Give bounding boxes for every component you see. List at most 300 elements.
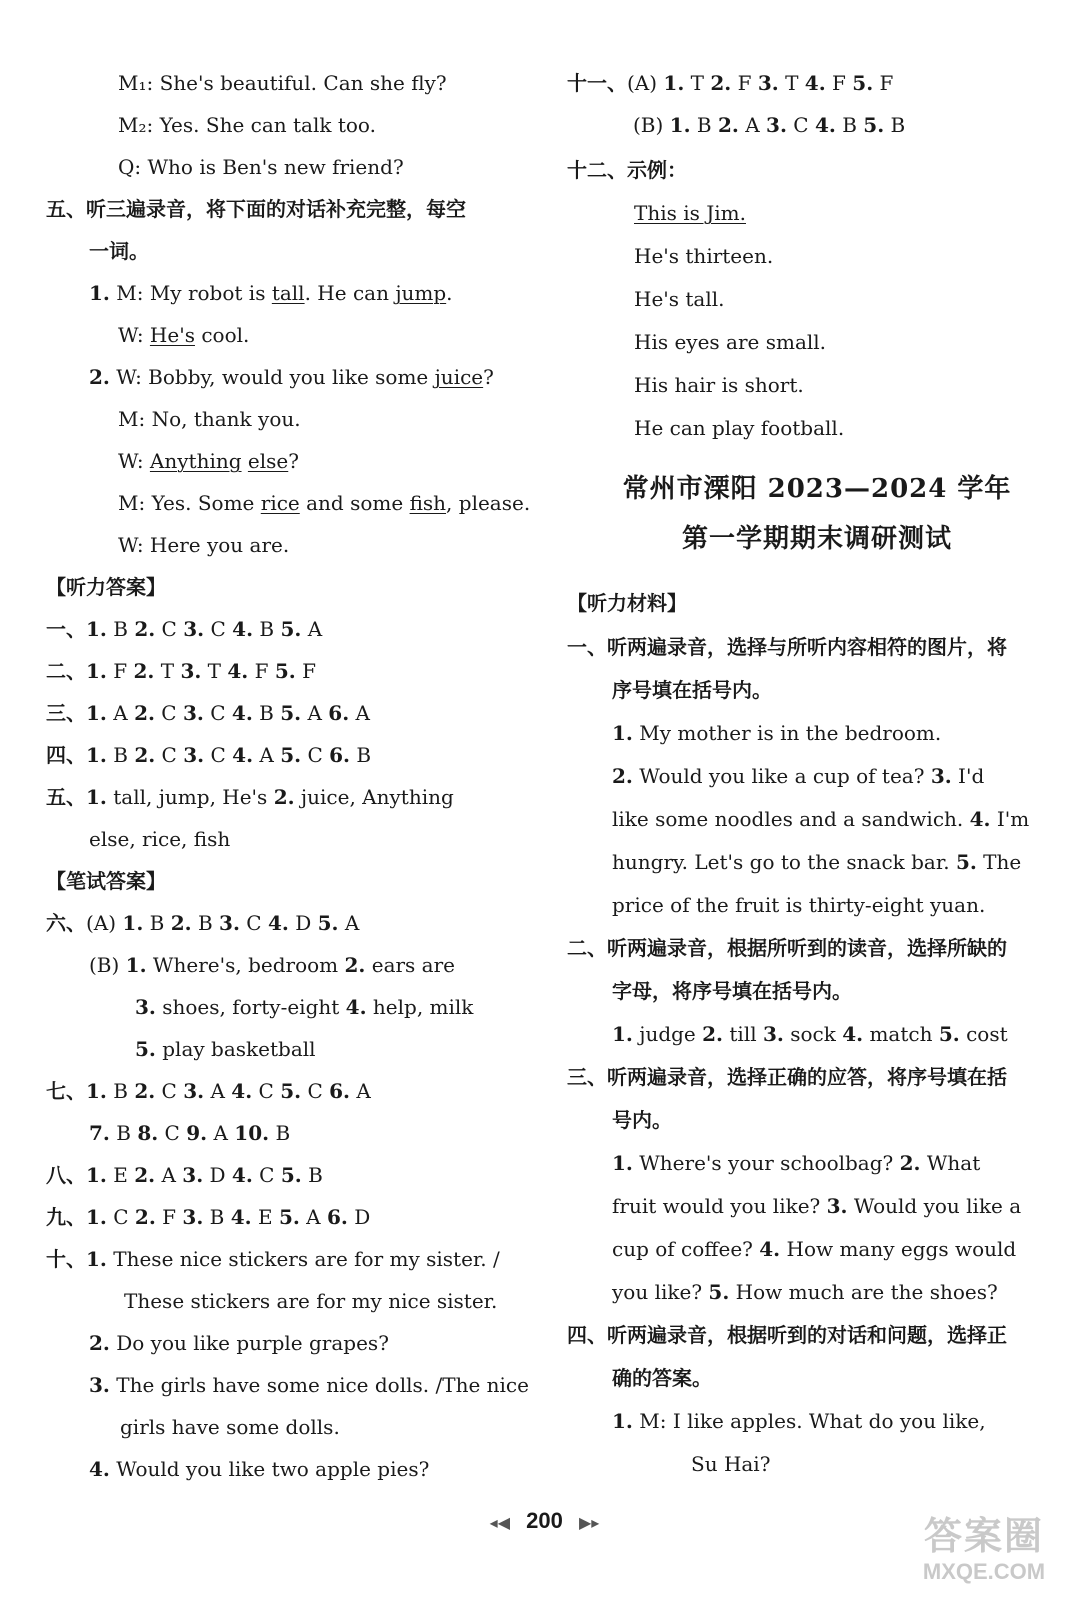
text-segment: help, milk [366, 995, 474, 1019]
text-segment: C [252, 1079, 281, 1103]
text-segment: 3. [826, 1194, 848, 1218]
text-segment: M: My robot is [109, 281, 272, 305]
next-arrow-icon: ▶▸ [578, 1515, 600, 1532]
text-segment: 5. [280, 617, 302, 641]
right-text-line [567, 156, 687, 184]
text-segment: 5. [280, 701, 302, 725]
left-text-line [118, 405, 301, 433]
left-text-line [118, 447, 299, 475]
text-segment: B [835, 113, 864, 137]
text-segment: 5. [274, 659, 296, 683]
text-segment: play basketball [155, 1037, 316, 1061]
text-segment: Do you like purple grapes? [109, 1331, 389, 1355]
text-segment: F [106, 659, 134, 683]
text-segment: A [301, 701, 329, 725]
text-segment: 十二、示例： [567, 158, 687, 182]
text-segment: I'd [951, 764, 985, 788]
text-segment: 5. [280, 1079, 302, 1103]
right-text-line [612, 1364, 712, 1392]
text-segment: judge [632, 1022, 703, 1046]
right-text-line [691, 1450, 770, 1478]
text-segment: 2. [133, 659, 155, 683]
text-segment: W: [118, 449, 150, 473]
text-segment: 序号填在括号内。 [612, 678, 772, 702]
text-segment: Where's your schoolbag? [632, 1151, 900, 1175]
text-segment: 2. [134, 1205, 156, 1229]
text-segment: 五、听三遍录音，将下面的对话补充完整，每空 [46, 197, 466, 221]
text-segment: My mother is in the bedroom. [632, 721, 942, 745]
text-segment: 2. [717, 113, 739, 137]
text-segment: F [873, 71, 894, 95]
text-segment: A [106, 701, 135, 725]
text-segment: W: [118, 323, 150, 347]
text-segment: ears are [365, 953, 455, 977]
text-segment: 4. [842, 1022, 864, 1046]
text-segment: 2. [702, 1022, 724, 1046]
left-text-line [118, 321, 249, 349]
text-segment: girls have some dolls. [120, 1415, 340, 1439]
text-segment: D [203, 1163, 232, 1187]
text-segment: cool. [194, 323, 250, 347]
right-text-line [612, 805, 1029, 833]
text-segment: A [350, 1079, 371, 1103]
text-segment: 5. [278, 1205, 300, 1229]
right-text-line [612, 1278, 998, 1306]
left-text-line [118, 531, 289, 559]
text-segment: 十一、 [567, 71, 627, 95]
text-segment: F [825, 71, 853, 95]
right-text-line [612, 1235, 1016, 1263]
text-segment: T [684, 71, 711, 95]
text-segment: He can play football. [634, 416, 845, 440]
right-text-line [612, 1106, 672, 1134]
text-segment: Su Hai? [691, 1452, 771, 1476]
text-segment: These nice stickers are for my sister. / [106, 1247, 500, 1271]
text-segment: hungry. Let's go to the snack bar. [612, 850, 956, 874]
text-segment: 一、听两遍录音，选择与所听内容相符的图片，将 [567, 635, 1007, 659]
text-segment: 5. [938, 1022, 960, 1046]
text-segment: 4. [227, 659, 249, 683]
text-segment: B [690, 113, 718, 137]
text-segment: 1. [125, 953, 147, 977]
text-segment: C [204, 743, 233, 767]
text-segment: 1. [86, 1205, 107, 1229]
text-segment: I'm [990, 807, 1030, 831]
text-segment: 4. [232, 617, 254, 641]
right-text-line [612, 719, 941, 747]
text-segment: C [301, 1079, 330, 1103]
text-segment: 2. [899, 1151, 921, 1175]
right-text-line [634, 285, 725, 313]
right-text-line [567, 934, 1007, 962]
text-segment: 4. [969, 807, 991, 831]
text-segment: 10. [234, 1121, 270, 1145]
text-segment: The [976, 850, 1022, 874]
right-text-line [612, 1192, 1021, 1220]
text-segment: C [155, 743, 184, 767]
text-segment: B [203, 1205, 231, 1229]
exam-title-line-1: 常州市溧阳 2023—2024 学年 [622, 474, 1012, 504]
text-segment: A [349, 701, 370, 725]
text-segment: fruit would you like? [612, 1194, 827, 1218]
text-segment: 1. [86, 1163, 107, 1187]
left-text-line [46, 699, 370, 727]
text-segment: A [207, 1121, 235, 1145]
left-text-line [89, 1455, 429, 1483]
right-text-line [612, 676, 772, 704]
text-segment: 六、 [46, 911, 86, 935]
right-text-line [567, 1063, 1007, 1091]
text-segment: 九、 [46, 1205, 86, 1229]
text-segment: A [299, 1205, 327, 1229]
text-segment: 确的答案。 [612, 1366, 712, 1390]
prev-arrow-icon: ◂◀ [489, 1515, 511, 1532]
text-segment: 七、 [46, 1079, 86, 1103]
left-text-line [46, 909, 359, 937]
text-segment: 【听力答案】 [46, 575, 166, 599]
right-text-line [567, 69, 893, 97]
left-text-line [46, 783, 454, 811]
left-text-line [46, 1203, 370, 1231]
filled-answer: fish [409, 491, 447, 515]
text-segment: 1. [86, 1079, 107, 1103]
text-segment: B [143, 911, 171, 935]
right-text-line [567, 633, 1007, 661]
text-segment: D [347, 1205, 371, 1229]
text-segment: These stickers are for my nice sister. [124, 1289, 498, 1313]
filled-answer: This is Jim. [634, 201, 746, 225]
text-segment: 9. [186, 1121, 208, 1145]
text-segment: T [201, 659, 228, 683]
text-segment: B [253, 617, 281, 641]
text-segment: 3. [219, 911, 240, 935]
left-text-line [46, 615, 322, 643]
right-text-line [612, 977, 852, 1005]
text-segment: 1. [612, 1409, 633, 1433]
text-segment: 5. [280, 1163, 302, 1187]
text-segment: F [731, 71, 758, 95]
text-segment: 4. [89, 1457, 110, 1481]
text-segment: 3. [766, 113, 787, 137]
left-text-line [46, 741, 371, 769]
text-segment: 3. [183, 1079, 205, 1103]
text-segment: 1. [86, 743, 107, 767]
right-text-line [612, 762, 984, 790]
text-segment: 2. [134, 701, 155, 725]
text-segment: C [106, 1205, 135, 1229]
text-segment: 1. [612, 1022, 633, 1046]
right-text-line [634, 242, 773, 270]
text-segment: E [251, 1205, 279, 1229]
text-segment: M₂: Yes. She can talk too. [118, 113, 376, 137]
text-segment: 1. [612, 721, 633, 745]
text-segment: else, rice, fish [89, 827, 231, 851]
text-segment: M: No, thank you. [118, 407, 301, 431]
left-text-line [118, 489, 530, 517]
text-segment: F [295, 659, 316, 683]
right-text-line [633, 111, 905, 139]
text-segment: shoes, forty-eight [155, 995, 346, 1019]
text-segment: 1. [122, 911, 144, 935]
text-segment: Would you like a [847, 1194, 1022, 1218]
left-text-line [89, 825, 230, 853]
text-segment: Would you like a cup of tea? [632, 764, 931, 788]
text-segment: 5. [280, 743, 302, 767]
text-segment: A [253, 743, 281, 767]
text-segment: 3. [183, 743, 205, 767]
text-segment: B [109, 1121, 138, 1145]
text-segment: 4. [230, 1205, 252, 1229]
text-segment: 3. [180, 659, 202, 683]
text-segment: 1. [86, 785, 107, 809]
text-segment: 4. [814, 113, 836, 137]
text-segment: He's thirteen. [634, 244, 774, 268]
text-segment: 1. [86, 659, 107, 683]
text-segment: 五、 [46, 785, 86, 809]
text-segment: 4. [232, 743, 254, 767]
text-segment: How much are the shoes? [729, 1280, 998, 1304]
text-segment: A [155, 1163, 183, 1187]
text-segment: 3. [182, 701, 204, 725]
text-segment: (B) [633, 113, 670, 137]
text-segment: 6. [327, 1205, 348, 1229]
text-segment: , please. [446, 491, 531, 515]
text-segment: A [738, 113, 767, 137]
left-text-line [46, 195, 466, 223]
left-text-line [46, 1077, 371, 1105]
text-segment: 2. [170, 911, 192, 935]
text-segment: 四、听两遍录音，根据听到的对话和问题，选择正 [567, 1323, 1007, 1347]
text-segment: 2. [134, 617, 156, 641]
text-segment: 5. [708, 1280, 730, 1304]
filled-answer: He's [149, 323, 195, 347]
text-segment: 4. [231, 1163, 253, 1187]
text-segment: 1. [663, 71, 685, 95]
text-segment: 6. [329, 1079, 351, 1103]
text-segment: 2. [344, 953, 366, 977]
watermark-logo-text: 答案圈 [923, 1516, 1044, 1558]
text-segment: B [191, 911, 220, 935]
text-segment: B [106, 743, 135, 767]
text-segment: 3. [89, 1373, 110, 1397]
left-text-line [118, 111, 376, 139]
watermark-url: MXQE.COM [922, 1559, 1046, 1584]
text-segment: 1. [669, 113, 691, 137]
text-segment: 4. [231, 701, 253, 725]
text-segment: 3. [930, 764, 952, 788]
text-segment: 5. [863, 113, 885, 137]
text-segment: W: Bobby, would you like some [109, 365, 435, 389]
text-segment: B [252, 701, 281, 725]
text-segment: B [301, 1163, 323, 1187]
text-segment: 二、听两遍录音，根据所听到的读音，选择所缺的 [567, 936, 1007, 960]
filled-answer: juice [434, 365, 484, 389]
text-segment: E [106, 1163, 135, 1187]
text-segment: 2. [612, 764, 633, 788]
right-text-line [567, 1321, 1007, 1349]
left-text-line [46, 1245, 500, 1273]
left-text-line [89, 363, 494, 391]
text-segment: 7. [89, 1121, 110, 1145]
site-watermark [899, 1514, 1069, 1594]
right-text-line [612, 848, 1021, 876]
text-segment: . [446, 281, 453, 305]
left-text-line [135, 1035, 316, 1063]
text-segment: A [301, 617, 323, 641]
text-segment: B [884, 113, 906, 137]
left-text-line [89, 951, 455, 979]
text-segment: 2. [134, 1079, 156, 1103]
text-segment: 十、 [46, 1247, 86, 1271]
right-text-line [634, 371, 804, 399]
text-segment: cost [959, 1022, 1008, 1046]
text-segment: 3. [182, 1163, 204, 1187]
text-segment: 8. [137, 1121, 159, 1145]
text-segment: 4. [759, 1237, 781, 1261]
left-text-line [118, 69, 447, 97]
text-segment: C [301, 743, 330, 767]
text-segment: 号内。 [612, 1108, 672, 1132]
text-segment: F [248, 659, 275, 683]
text-segment: 2. [89, 365, 110, 389]
left-text-line [120, 1413, 340, 1441]
right-text-line [634, 328, 826, 356]
text-segment: (A) [86, 911, 123, 935]
filled-answer: Anything [149, 449, 242, 473]
text-segment: A [338, 911, 360, 935]
left-text-line [89, 237, 149, 265]
text-segment: 4. [231, 1079, 253, 1103]
text-segment: tall, jump, He's [106, 785, 274, 809]
text-segment: A [204, 1079, 232, 1103]
text-segment: 二、 [46, 659, 86, 683]
text-segment: price of the fruit is thirty-eight yuan. [612, 893, 986, 917]
text-segment: ? [483, 365, 494, 389]
text-segment: 3. [762, 1022, 784, 1046]
left-text-line [89, 279, 453, 307]
right-text-line [634, 414, 844, 442]
exam-title-line-2: 第一学期期末调研测试 [681, 524, 952, 554]
text-segment: juice, Anything [294, 785, 454, 809]
text-segment: (A) [627, 71, 664, 95]
text-segment: D [288, 911, 318, 935]
right-text-line [612, 891, 985, 919]
text-segment: 2. [134, 743, 156, 767]
text-segment: T [778, 71, 805, 95]
text-segment: 一、 [46, 617, 86, 641]
left-text-line [89, 1329, 389, 1357]
text-segment: 三、听两遍录音，选择正确的应答，将序号填在括 [567, 1065, 1007, 1089]
text-segment: 【听力材料】 [567, 591, 687, 615]
text-segment: 2. [134, 1163, 156, 1187]
text-segment: till [723, 1022, 763, 1046]
text-segment: M: Yes. Some [118, 491, 261, 515]
text-segment: sock [783, 1022, 843, 1046]
text-segment: ? [288, 449, 299, 473]
filled-answer: jump [395, 281, 447, 305]
text-segment: 【笔试答案】 [46, 869, 166, 893]
text-segment: 字母，将序号填在括号内。 [612, 979, 852, 1003]
left-text-line [124, 1287, 497, 1315]
text-segment: Where's, bedroom [146, 953, 345, 977]
text-segment: F [155, 1205, 183, 1229]
filled-answer: rice [260, 491, 300, 515]
right-text-line [567, 589, 687, 617]
text-segment: 6. [329, 743, 351, 767]
right-text-line [612, 1020, 1008, 1048]
text-segment: and some [299, 491, 410, 515]
text-segment: . He can [304, 281, 396, 305]
text-segment: M: I like apples. What do you like, [632, 1409, 986, 1433]
text-segment: C [154, 701, 183, 725]
text-segment: M₁: She's beautiful. Can she fly? [118, 71, 447, 95]
left-text-line [135, 993, 473, 1021]
text-segment: B [106, 1079, 135, 1103]
text-segment: C [786, 113, 815, 137]
left-text-line [89, 1371, 529, 1399]
left-text-line [46, 573, 166, 601]
text-segment: you like? [612, 1280, 709, 1304]
text-segment: 3. [183, 617, 205, 641]
text-segment: C [204, 617, 233, 641]
text-segment: 1. [86, 617, 107, 641]
text-segment: C [203, 701, 232, 725]
text-segment: 5. [852, 71, 874, 95]
text-segment: Q: Who is Ben's new friend? [118, 155, 404, 179]
text-segment: C [155, 617, 184, 641]
text-segment: 1. [86, 1247, 107, 1271]
text-segment: C [239, 911, 268, 935]
left-text-line [46, 657, 316, 685]
text-segment: B [106, 617, 135, 641]
text-segment: 2. [273, 785, 295, 809]
text-segment: like some noodles and a sandwich. [612, 807, 970, 831]
text-segment: The girls have some nice dolls. /The nice [109, 1373, 529, 1397]
text-segment: 4. [804, 71, 826, 95]
text-segment: He's tall. [634, 287, 725, 311]
text-segment: 四、 [46, 743, 86, 767]
filled-answer: tall [271, 281, 305, 305]
text-segment: 5. [955, 850, 977, 874]
text-segment: 3. [135, 995, 156, 1019]
left-text-line [118, 153, 404, 181]
text-segment: B [269, 1121, 291, 1145]
text-segment: 3. [757, 71, 779, 95]
text-segment: 4. [345, 995, 367, 1019]
text-segment: 5. [317, 911, 339, 935]
text-segment: 1. [86, 701, 107, 725]
text-segment: 5. [135, 1037, 156, 1061]
text-segment: 1. [612, 1151, 633, 1175]
text-segment: Would you like two apple pies? [109, 1457, 430, 1481]
text-segment: C [155, 1079, 184, 1103]
right-text-line [634, 199, 746, 227]
right-text-line [612, 1149, 980, 1177]
text-segment: His hair is short. [634, 373, 804, 397]
text-segment: 3. [182, 1205, 204, 1229]
filled-answer: else [247, 449, 289, 473]
text-segment: C [158, 1121, 187, 1145]
left-text-line [46, 867, 166, 895]
text-segment: 一词。 [89, 239, 149, 263]
text-segment: His eyes are small. [634, 330, 827, 354]
text-segment: C [252, 1163, 281, 1187]
text-segment: 八、 [46, 1163, 86, 1187]
text-segment: How many eggs would [780, 1237, 1017, 1261]
text-segment: match [863, 1022, 939, 1046]
text-segment: cup of coffee? [612, 1237, 760, 1261]
text-segment: T [154, 659, 181, 683]
